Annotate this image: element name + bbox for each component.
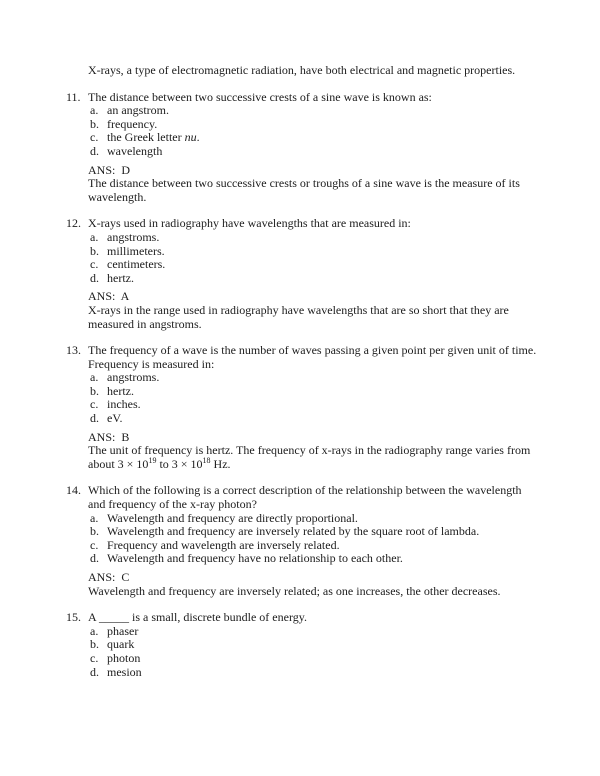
question-body (88, 484, 540, 598)
exponent: 19 (148, 455, 157, 465)
option (88, 625, 540, 639)
question-text: X-rays used in radiography have wavelengths that are measured in: (88, 216, 411, 231)
exponent: 18 (202, 455, 211, 465)
option-letter: c. (90, 650, 99, 665)
option (88, 652, 540, 666)
option (88, 539, 540, 553)
option-text: frequency. (107, 116, 158, 131)
option (88, 371, 540, 385)
option (88, 666, 540, 680)
option-letter: a. (90, 103, 99, 118)
option-text: hertz. (107, 270, 134, 285)
question-14 (66, 484, 560, 598)
option-letter: b. (90, 116, 99, 131)
answer-block (88, 431, 540, 472)
answer-block (88, 290, 540, 331)
option (88, 552, 540, 566)
option-letter: a. (90, 370, 99, 385)
option (88, 245, 540, 259)
question-body (88, 344, 540, 471)
question-text: The frequency of a wave is the number of waves passing a given point per given unit of time. Frequency is measured in: (88, 343, 537, 371)
option-text: angstroms. (107, 370, 160, 385)
option-text: hertz. (107, 383, 134, 398)
question-text: Which of the following is a correct description of the relationship between the wavelength and frequency of the x-ray photon? (88, 483, 522, 512)
option-letter: a. (90, 229, 99, 244)
question-12 (66, 217, 560, 331)
option (88, 398, 540, 412)
answer-line: ANS: A (88, 289, 130, 304)
option (88, 412, 540, 426)
feedback-text: X-rays in the range used in radiography have wavelengths that are so short that they are measured in angstroms. (88, 302, 509, 331)
option-letter: b. (90, 637, 99, 652)
option (88, 512, 540, 526)
feedback-text: Wavelength and frequency are inversely related; as one increases, the other decreases. (88, 583, 501, 598)
option-text: the Greek letter nu. (107, 130, 200, 145)
option-text: centimeters. (107, 257, 166, 272)
option-letter: b. (90, 524, 99, 539)
option-letter: b. (90, 243, 99, 258)
option-text: Wavelength and frequency have no relationship to each other. (107, 551, 403, 566)
italic-term: nu (184, 130, 197, 145)
option-letter: d. (90, 143, 99, 158)
option (88, 385, 540, 399)
question-number: 14. (66, 483, 81, 498)
option-text: quark (107, 637, 135, 652)
question-number: 11. (66, 89, 81, 104)
option-text: Wavelength and frequency are directly proportional. (107, 510, 358, 525)
question-body (88, 91, 540, 205)
question-11 (66, 91, 560, 205)
option-letter: d. (90, 270, 99, 285)
question-text: A _____ is a small, discrete bundle of energy. (88, 610, 307, 625)
option-letter: a. (90, 623, 99, 638)
option-text: angstroms. (107, 229, 160, 244)
intro-text: X-rays, a type of electromagnetic radiation, have both electrical and magnetic properties. (88, 63, 516, 77)
option-text: phaser (107, 623, 139, 638)
answer-block (88, 571, 540, 598)
question-number: 12. (66, 216, 81, 231)
answer-line: ANS: B (88, 429, 130, 444)
option-letter: c. (90, 130, 99, 145)
option (88, 131, 540, 145)
option-text: millimeters. (107, 243, 165, 258)
option (88, 104, 540, 118)
option (88, 145, 540, 159)
option-letter: d. (90, 664, 99, 679)
option-text: Frequency and wavelength are inversely related. (107, 537, 340, 552)
feedback-text: The unit of frequency is hertz. The frequency of x-rays in the radiography range varies from about $3 \times 10^{19}$ to $3 \times 10^{18}$ Hz. (88, 443, 531, 471)
option (88, 118, 540, 132)
question-number: 13. (66, 343, 81, 358)
option (88, 272, 540, 286)
option-text: inches. (107, 397, 141, 412)
feedback-text: The distance between two successive crests or troughs of a sine wave is the measure of its wavelength. (88, 176, 520, 204)
answer-block (88, 164, 540, 205)
option (88, 525, 540, 539)
option-letter: c. (90, 397, 99, 412)
question-text: The distance between two successive crests of a sine wave is known as: (88, 89, 432, 104)
option (88, 231, 540, 245)
option-letter: d. (90, 551, 99, 566)
option-letter: b. (90, 383, 99, 398)
option-letter: d. (90, 411, 99, 426)
question-13 (66, 344, 560, 471)
option-letter: c. (90, 537, 99, 552)
option-text: wavelength (107, 143, 163, 158)
option-letter: a. (90, 510, 99, 525)
question-body (88, 611, 540, 679)
option (88, 638, 540, 652)
answer-line: ANS: D (88, 162, 131, 177)
option-text: Wavelength and frequency are inversely related by the square root of lambda. (107, 524, 480, 539)
option (88, 258, 540, 272)
option-text: an angstrom. (107, 103, 169, 118)
option-text: mesion (107, 664, 142, 679)
question-number: 15. (66, 610, 81, 625)
question-body (88, 217, 540, 331)
option-text: photon (107, 650, 141, 665)
answer-line: ANS: C (88, 570, 130, 584)
question-15 (66, 611, 560, 679)
option-letter: c. (90, 257, 99, 272)
option-text: eV. (107, 411, 123, 426)
